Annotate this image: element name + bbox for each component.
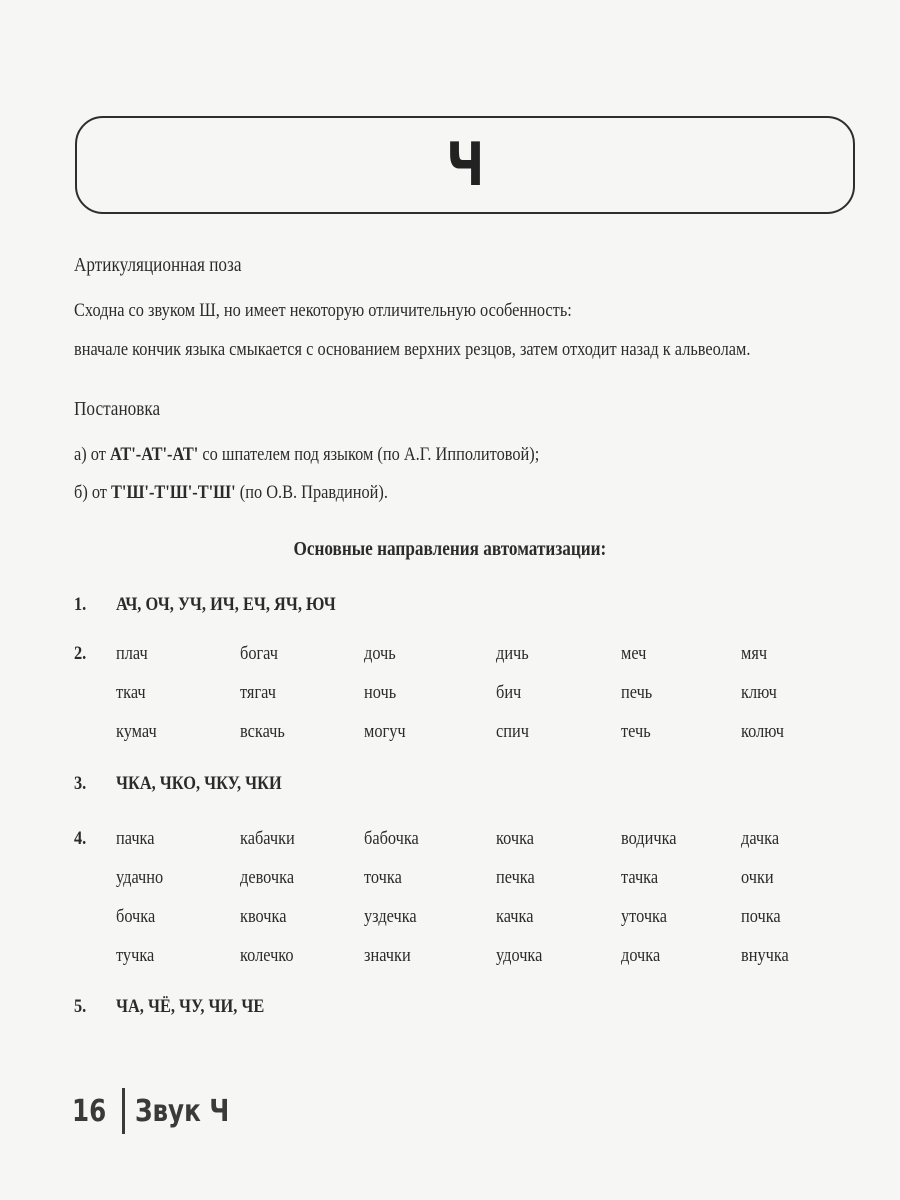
word-row xyxy=(116,867,816,906)
word-cell: спич xyxy=(496,721,529,742)
footer-title: Звук Ч xyxy=(134,1093,229,1129)
word-cell: тачка xyxy=(621,867,659,888)
word-cell: точка xyxy=(364,867,402,888)
word-cell: дичь xyxy=(496,643,529,664)
footer-divider xyxy=(122,1088,125,1134)
word-row xyxy=(116,945,816,984)
word-cell: бочка xyxy=(116,906,156,927)
word-cell: дочь xyxy=(364,643,396,664)
section-4-word-grid xyxy=(116,828,816,984)
word-row xyxy=(116,721,816,760)
word-cell: кочка xyxy=(496,828,535,849)
articulation-line-1: Сходна со звуком Ш, но имеет некоторую отличительную особенность: xyxy=(74,300,572,321)
word-cell: вскачь xyxy=(240,721,285,742)
word-cell: кабачки xyxy=(240,828,295,849)
section-2-word-grid xyxy=(116,643,816,760)
word-cell: колюч xyxy=(741,721,785,742)
word-cell: бич xyxy=(496,682,522,703)
word-cell: дачка xyxy=(741,828,780,849)
page-title: Ч xyxy=(446,130,484,200)
section-1-syllables: АЧ, ОЧ, УЧ, ИЧ, ЕЧ, ЯЧ, ЮЧ xyxy=(116,594,336,615)
word-cell: удачно xyxy=(116,867,164,888)
word-cell: очки xyxy=(741,867,774,888)
word-cell: печка xyxy=(496,867,535,888)
word-cell: ключ xyxy=(741,682,777,703)
word-cell: дочка xyxy=(621,945,661,966)
title-box xyxy=(75,116,855,214)
setup-item-a xyxy=(74,444,539,466)
section-5-number: 5. xyxy=(74,996,87,1017)
word-cell: печь xyxy=(621,682,653,703)
word-row xyxy=(116,906,816,945)
directions-heading-text: Основные направления автоматизации: xyxy=(293,538,607,560)
word-row xyxy=(116,643,816,682)
word-cell: мяч xyxy=(741,643,768,664)
section-3-number: 3. xyxy=(74,773,87,794)
word-cell: уздечка xyxy=(364,906,417,927)
setup-item-b-sound: Т'Ш'-Т'Ш'-Т'Ш' xyxy=(111,482,236,503)
word-cell: квочка xyxy=(240,906,287,927)
word-cell: тучка xyxy=(116,945,155,966)
section-1-number: 1. xyxy=(74,594,87,615)
word-cell: могуч xyxy=(364,721,406,742)
setup-item-b-suffix: (по О.В. Правдиной). xyxy=(235,482,388,503)
word-cell: уточка xyxy=(621,906,668,927)
word-cell: внучка xyxy=(741,945,789,966)
section-4-number: 4. xyxy=(74,828,87,849)
section-3-syllables: ЧКА, ЧКО, ЧКУ, ЧКИ xyxy=(116,773,282,794)
word-cell: ночь xyxy=(364,682,397,703)
word-cell: бабочка xyxy=(364,828,419,849)
word-cell: плач xyxy=(116,643,148,664)
word-cell: течь xyxy=(621,721,651,742)
word-cell: колечко xyxy=(240,945,294,966)
word-cell: тягач xyxy=(240,682,276,703)
articulation-line-2: вначале кончик языка смыкается с основанием верхних резцов, затем отходит назад к альвеолам. xyxy=(74,339,751,360)
word-cell: удочка xyxy=(496,945,543,966)
word-cell: почка xyxy=(741,906,781,927)
setup-item-b xyxy=(74,482,388,504)
word-cell: водичка xyxy=(621,828,677,849)
section-5-syllables: ЧА, ЧЁ, ЧУ, ЧИ, ЧЕ xyxy=(116,996,265,1017)
word-row xyxy=(116,828,816,867)
word-cell: пачка xyxy=(116,828,155,849)
page-number: 16 xyxy=(72,1093,107,1129)
setup-item-b-prefix: б) от xyxy=(74,482,112,503)
word-cell: меч xyxy=(621,643,647,664)
directions-heading xyxy=(0,538,900,561)
word-row xyxy=(116,682,816,721)
word-cell: качка xyxy=(496,906,534,927)
articulation-heading: Артикуляционная поза xyxy=(74,254,242,276)
word-cell: значки xyxy=(364,945,411,966)
page-footer xyxy=(72,1086,250,1136)
setup-heading: Постановка xyxy=(74,398,161,420)
word-cell: кумач xyxy=(116,721,157,742)
setup-item-a-suffix: со шпателем под языком (по А.Г. Ипполитовой); xyxy=(198,444,540,465)
setup-item-a-sound: АТ'-АТ'-АТ' xyxy=(109,444,199,465)
word-cell: богач xyxy=(240,643,279,664)
word-cell: девочка xyxy=(240,867,295,888)
setup-item-a-prefix: а) от xyxy=(74,444,110,465)
section-2-number: 2. xyxy=(74,643,87,664)
word-cell: ткач xyxy=(116,682,146,703)
